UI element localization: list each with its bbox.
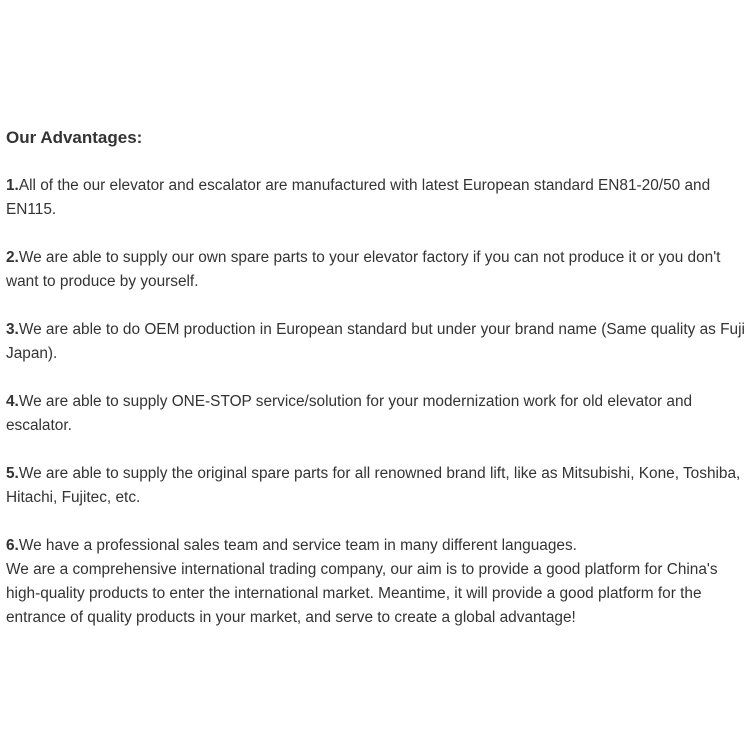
advantage-item-1 xyxy=(6,174,748,222)
advantage-item-2 xyxy=(6,246,748,294)
item-number: 3. xyxy=(6,321,19,338)
item-text: We are able to supply the original spare parts for all renowned brand lift, like as Mitsubishi, Kone, Toshiba, Hitachi, Fujitec, etc. xyxy=(6,465,741,506)
item-text: We are able to supply ONE-STOP service/solution for your modernization work for old elevator and escalator. xyxy=(6,393,693,434)
item-text: We have a professional sales team and service team in many different languages. xyxy=(18,537,577,554)
item-text: All of the our elevator and escalator are manufactured with latest European standard EN81-20/50 and EN115. xyxy=(6,177,711,218)
item-text: We are able to do OEM production in European standard but under your brand name (Same quality as Fuji Japan). xyxy=(6,321,745,362)
advantage-item-5 xyxy=(6,462,748,510)
company-description: We are a comprehensive international trading company, our aim is to provide a good platform for China's high-quality products to enter the international market. Meantime, it will provide a good platform for the entrance of quality products in your market, and serve to create a global advantage! xyxy=(6,561,718,626)
item-number: 1. xyxy=(6,177,19,194)
advantages-section xyxy=(6,126,748,630)
section-heading: Our Advantages: xyxy=(6,128,143,147)
advantage-item-6 xyxy=(6,534,748,630)
item-number: 6. xyxy=(6,537,19,554)
advantage-item-3 xyxy=(6,318,748,366)
item-number: 2. xyxy=(6,249,19,266)
advantage-item-4 xyxy=(6,390,748,438)
item-text: We are able to supply our own spare parts to your elevator factory if you can not produce it or you don't want to produce by yourself. xyxy=(6,249,721,290)
item-number: 4. xyxy=(6,393,19,410)
item-number: 5. xyxy=(6,465,19,482)
